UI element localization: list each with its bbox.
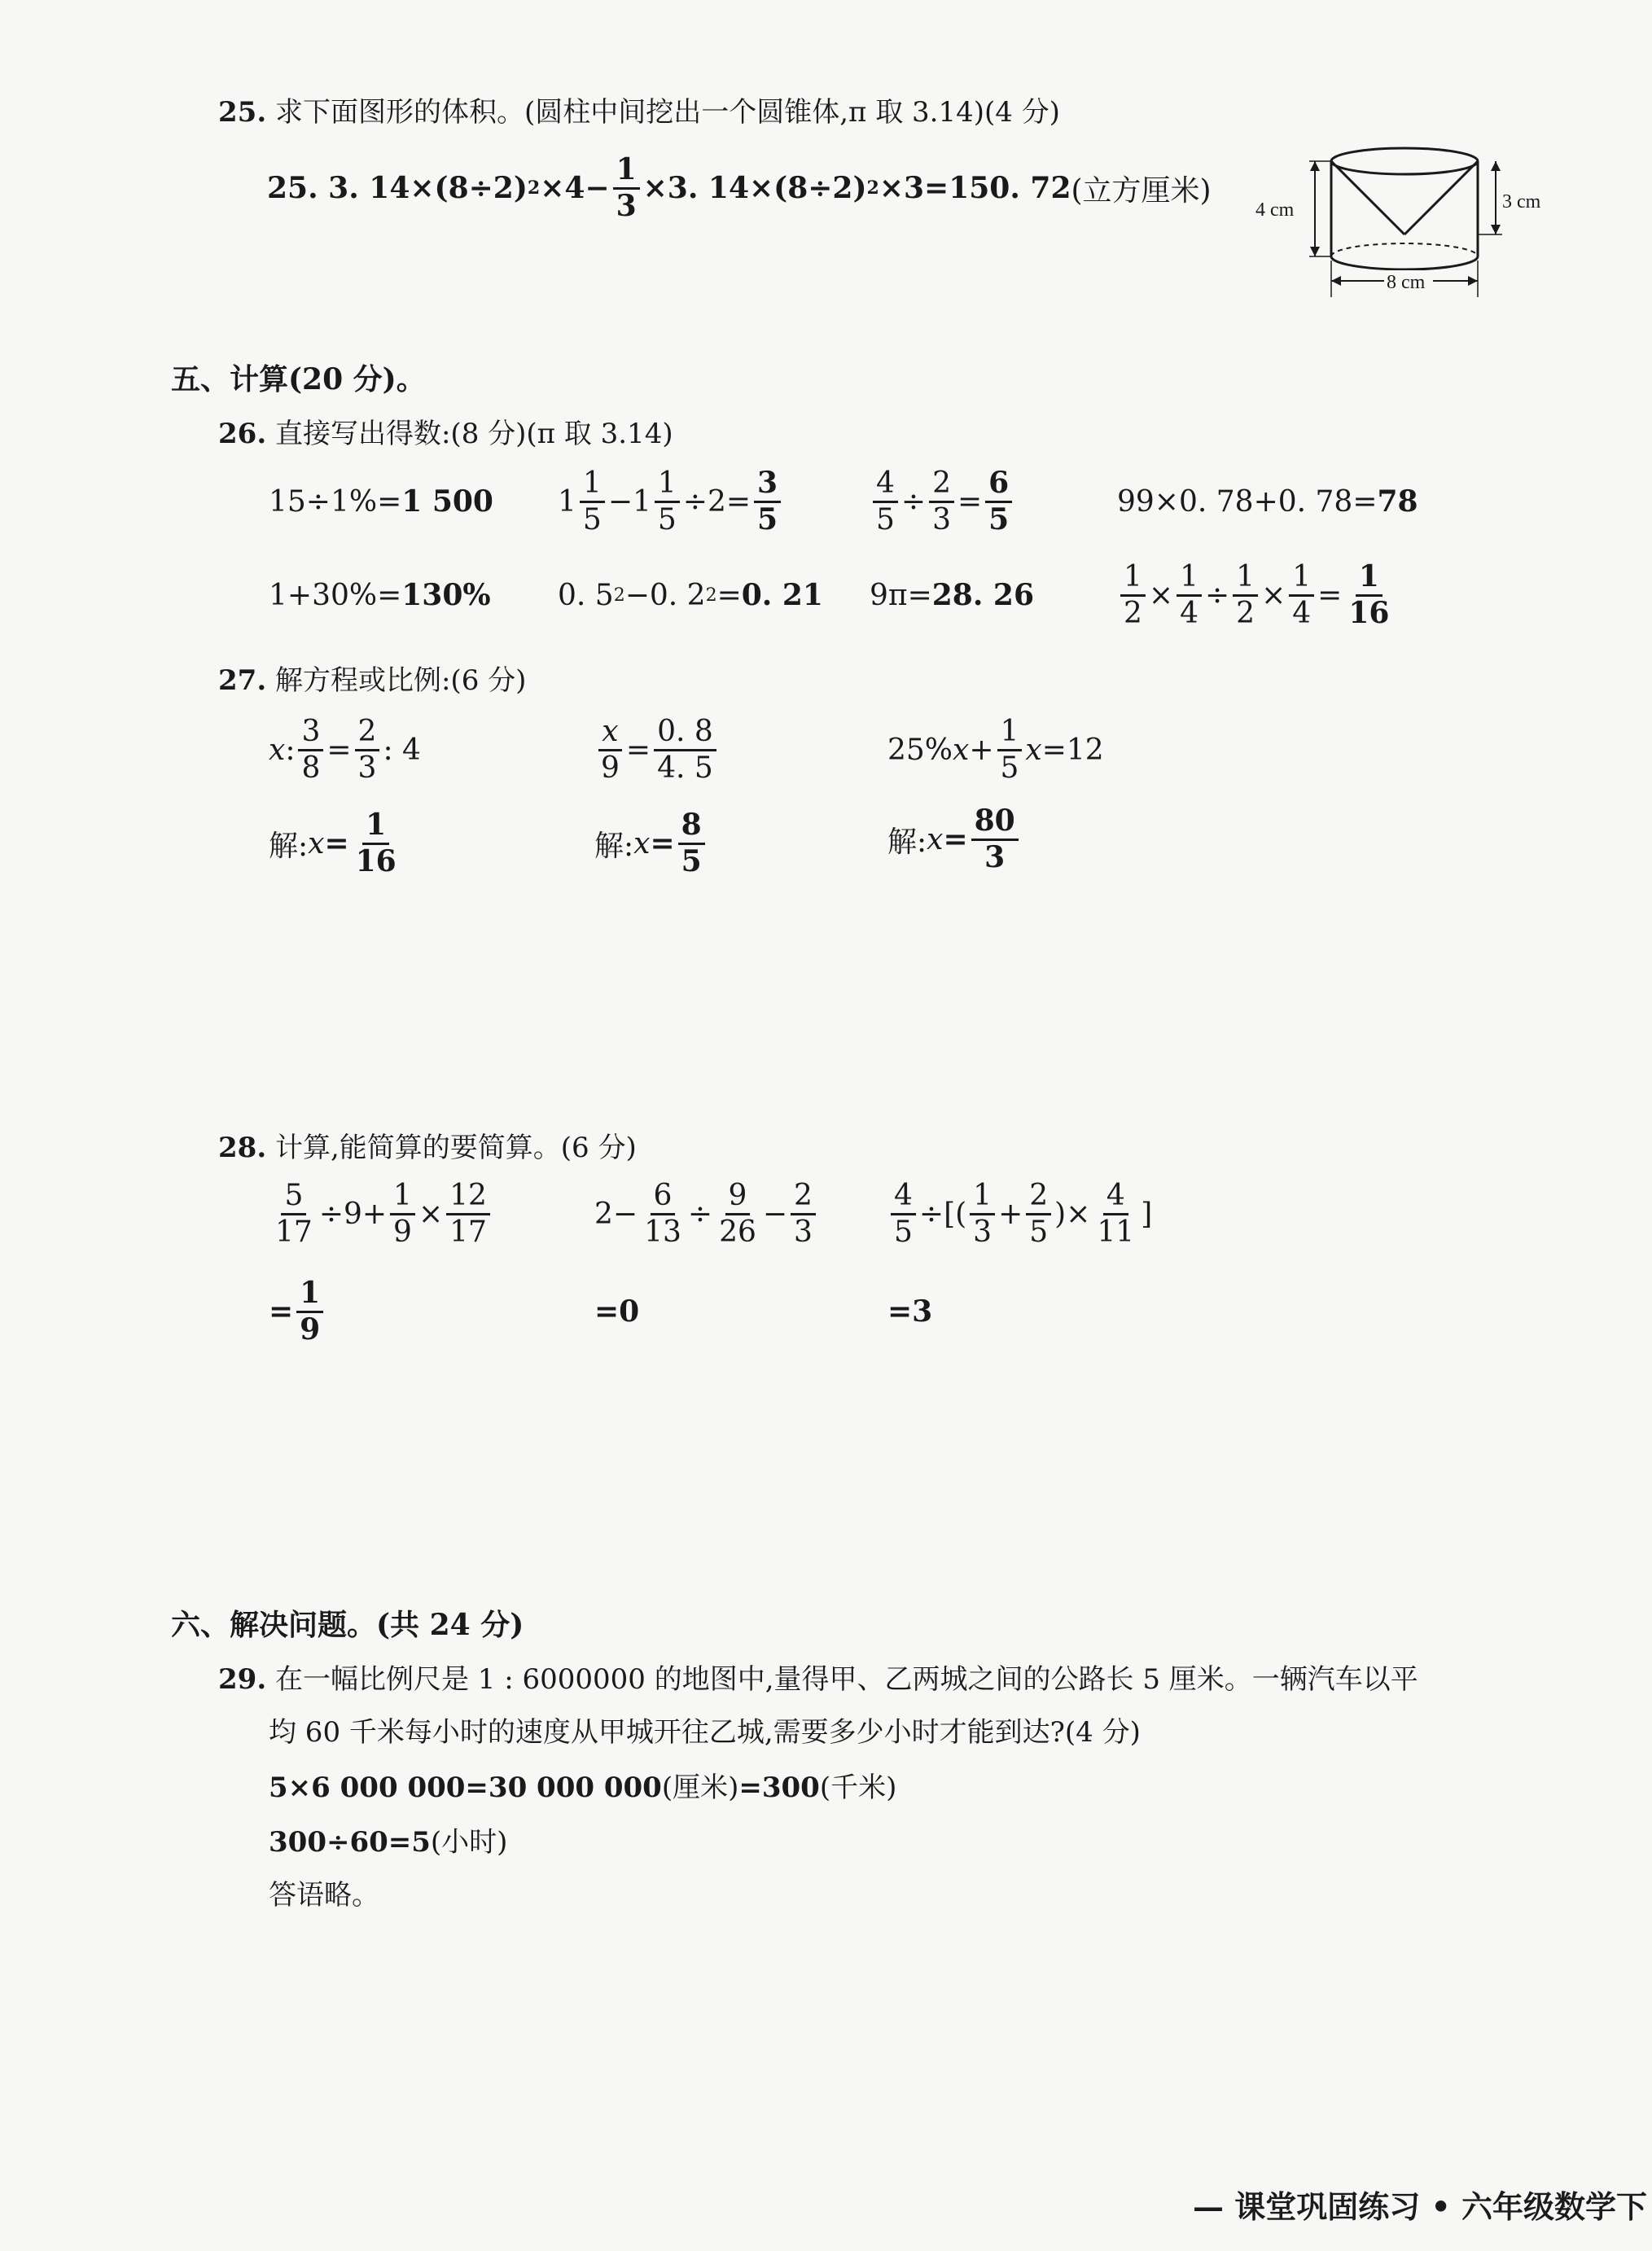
q29-text-line1: 在一幅比例尺是 1 : 6000000 的地图中,量得甲、乙两城之间的公路长 5 厘米。一辆汽车以平 bbox=[274, 1663, 1418, 1696]
q27-title bbox=[218, 658, 526, 698]
q29-ans1-u1: (厘米) bbox=[661, 1771, 739, 1804]
q27-s1 bbox=[269, 810, 403, 878]
q27-p2-frac2 bbox=[654, 716, 716, 784]
q25-answer-fraction bbox=[613, 152, 640, 223]
q26-e8-f3n: 1 bbox=[1233, 562, 1258, 597]
q26-e8-frac3 bbox=[1233, 562, 1258, 629]
q25-answer-lead: 25. 3. 14×(8÷2) bbox=[267, 171, 528, 206]
q27-s2 bbox=[594, 810, 708, 878]
q28-prompt: 计算,能简算的要简算。(6 分) bbox=[274, 1132, 637, 1164]
q26-e8-ad: 16 bbox=[1348, 595, 1390, 630]
section-5-title: 五、计算(20 分)。 bbox=[171, 362, 426, 396]
q28-c3-o3: )× bbox=[1054, 1197, 1091, 1231]
q28-c1-frac1 bbox=[272, 1180, 316, 1248]
q27-s1-label: 解: bbox=[269, 829, 309, 863]
q28-a1-ad: 9 bbox=[300, 1312, 321, 1347]
q27-p2-frac1 bbox=[598, 716, 623, 784]
q28-c2-f2n: 9 bbox=[725, 1180, 751, 1215]
q25-number: 25. bbox=[218, 96, 267, 129]
q26-e4-expr: 99×0. 78+0. 78= bbox=[1117, 484, 1378, 519]
q26-e8-f1n: 1 bbox=[1120, 562, 1146, 597]
q26-e3-f1n: 4 bbox=[873, 468, 898, 503]
q28-c3-f4d: 11 bbox=[1097, 1215, 1135, 1249]
q27-p3-lead: 25% bbox=[887, 733, 953, 767]
q25-answer bbox=[267, 152, 1212, 223]
q26-e8-f2n: 1 bbox=[1177, 562, 1202, 597]
q26-e3-f2d: 3 bbox=[932, 502, 951, 536]
q28-c2-frac1 bbox=[641, 1180, 685, 1248]
q26-e3-an: 6 bbox=[985, 468, 1012, 503]
q26-e7-ans: 28. 26 bbox=[931, 578, 1034, 612]
q28-title bbox=[218, 1125, 637, 1165]
q28-c3-f2d: 3 bbox=[973, 1215, 993, 1249]
q28-c3-o1: ÷[( bbox=[918, 1197, 967, 1231]
cylinder-bottom-front bbox=[1331, 256, 1478, 269]
q26-e4-ans: 78 bbox=[1377, 484, 1418, 519]
q28-c3-f3n: 2 bbox=[1026, 1180, 1051, 1215]
q27-s3-eq: = bbox=[943, 822, 968, 857]
q28-a3: =3 bbox=[887, 1294, 933, 1329]
cylinder-cone-figure bbox=[1254, 138, 1541, 309]
q26-e8-eq: = bbox=[1317, 578, 1343, 612]
q27-s3-x: x bbox=[927, 822, 944, 856]
q25-answer-mid2: ×3. 14×(8÷2) bbox=[642, 171, 867, 206]
q26-e2 bbox=[558, 468, 784, 536]
q27-s3-ans bbox=[971, 806, 1019, 874]
q27-p1-f1n: 3 bbox=[298, 716, 323, 751]
q27-s2-an: 8 bbox=[678, 810, 705, 845]
q26-e5-ans: 130% bbox=[401, 578, 491, 612]
q28-c1-f3n: 12 bbox=[446, 1180, 490, 1215]
q28-c1-o2: × bbox=[418, 1197, 444, 1231]
q27-s2-ad: 5 bbox=[681, 843, 702, 878]
q27-s1-x: x bbox=[308, 826, 325, 861]
page-footer: — 课堂巩固练习 • 六年级数学下 bbox=[1193, 2188, 1647, 2225]
q27-s3 bbox=[887, 806, 1022, 874]
q29-line2: 均 60 千米每小时的速度从甲城开往乙城,需要多少小时才能到达?(4 分) bbox=[269, 1716, 1141, 1749]
q26-e2-frac2 bbox=[655, 468, 680, 536]
q29-answer2 bbox=[269, 1820, 507, 1859]
q26-e8-o2: ÷ bbox=[1204, 578, 1230, 612]
q26-e8-f1d: 2 bbox=[1124, 596, 1142, 630]
q28-c2-lead: 2− bbox=[594, 1197, 638, 1231]
q27-p2-eq: = bbox=[625, 733, 651, 767]
q28-c1-f2n: 1 bbox=[390, 1180, 415, 1215]
q28-number: 28. bbox=[218, 1132, 267, 1164]
q26-e3 bbox=[870, 468, 1015, 536]
q27-p1-eq: = bbox=[326, 733, 352, 767]
q26-e3-frac2 bbox=[929, 468, 954, 536]
q25-answer-unit: (立方厘米) bbox=[1071, 173, 1212, 208]
q27-p2-fxn: x bbox=[598, 716, 621, 751]
q26-e8-f4d: 4 bbox=[1292, 596, 1312, 630]
q28-c3-f1d: 5 bbox=[894, 1215, 913, 1249]
q26-e2-tail: ÷2= bbox=[682, 484, 752, 519]
q26-e3-f1d: 5 bbox=[876, 502, 895, 536]
q27-p2-f2n: 0. 8 bbox=[654, 716, 716, 751]
q26-e3-f2n: 2 bbox=[929, 468, 954, 503]
q26-title bbox=[218, 411, 673, 451]
q27-p3-plus: + bbox=[969, 733, 994, 767]
q27-p3-x1: x bbox=[953, 733, 970, 767]
cylinder-top-ellipse bbox=[1331, 148, 1478, 174]
section-6-title: 六、解决问题。(共 24 分) bbox=[171, 1608, 524, 1642]
q26-e2-ans bbox=[754, 468, 781, 536]
q28-c3-f4n: 4 bbox=[1103, 1180, 1128, 1215]
q27-p1-f2n: 2 bbox=[355, 716, 380, 751]
q29-ans1-a: 5×6 000 000=30 000 000 bbox=[269, 1771, 662, 1804]
q28-a1-frac bbox=[296, 1278, 323, 1346]
q28-c3-tail: ] bbox=[1141, 1197, 1153, 1231]
q27-s2-eq: = bbox=[650, 826, 675, 861]
q26-e2-ad: 5 bbox=[757, 501, 778, 536]
q27-s2-ans bbox=[678, 810, 705, 878]
q28-c1-f3d: 17 bbox=[449, 1215, 487, 1249]
q26-number: 26. bbox=[218, 418, 267, 450]
q29-ans1-u2: (千米) bbox=[819, 1771, 897, 1804]
q29-answer1 bbox=[269, 1765, 896, 1805]
q27-p3-fn: 1 bbox=[997, 716, 1023, 751]
q26-e2-whole1: 1 bbox=[558, 484, 576, 519]
q27-s1-an: 1 bbox=[362, 810, 389, 845]
q28-c1 bbox=[269, 1180, 493, 1248]
q26-e6-ans: 0. 21 bbox=[741, 578, 823, 612]
q28-c2-f1d: 13 bbox=[644, 1215, 681, 1249]
q29-number: 29. bbox=[218, 1663, 267, 1696]
q28-a1-an: 1 bbox=[296, 1278, 323, 1313]
q27-p1-x: x bbox=[269, 733, 286, 767]
q28-c3-frac1 bbox=[891, 1180, 916, 1248]
q29-ans2-a: 300÷60=5 bbox=[269, 1826, 431, 1859]
q28-c2-frac3 bbox=[791, 1180, 816, 1248]
q27-prompt: 解方程或比例:(6 分) bbox=[274, 664, 527, 697]
q28-c3 bbox=[887, 1180, 1152, 1248]
q29-answer3: 答语略。 bbox=[269, 1879, 379, 1912]
q28-c1-f1d: 17 bbox=[275, 1215, 313, 1249]
q27-p3-tail: =12 bbox=[1041, 733, 1104, 767]
q27-s2-label: 解: bbox=[594, 829, 634, 863]
q27-p3-fd: 5 bbox=[1000, 751, 1019, 785]
q25-answer-sup2: 2 bbox=[866, 177, 879, 199]
q26-e7-expr: 9π= bbox=[870, 578, 932, 612]
q26-e2-mid: −1 bbox=[607, 484, 651, 519]
q26-e8-ans bbox=[1345, 559, 1392, 630]
q28-c2-o2: − bbox=[762, 1197, 788, 1231]
q25-answer-mid1: ×4− bbox=[540, 171, 610, 206]
q26-e2-f2d: 5 bbox=[657, 502, 677, 536]
q27-p1-tail: : 4 bbox=[383, 733, 421, 767]
q26-e4 bbox=[1117, 484, 1418, 519]
q25-answer-sup1: 2 bbox=[527, 177, 541, 199]
q26-e3-ad: 5 bbox=[988, 501, 1010, 536]
q27-p3 bbox=[887, 716, 1104, 784]
q26-e6-s1: 2 bbox=[613, 585, 625, 606]
label-3cm: 3 cm bbox=[1502, 191, 1541, 212]
q26-e6 bbox=[558, 578, 823, 612]
label-8cm: 8 cm bbox=[1387, 272, 1426, 293]
q27-p2 bbox=[594, 716, 720, 784]
q28-a1-eq: = bbox=[269, 1294, 294, 1329]
q26-e8-frac1 bbox=[1120, 562, 1146, 629]
q28-c3-frac3 bbox=[1026, 1180, 1051, 1248]
q28-c2-f3n: 2 bbox=[791, 1180, 816, 1215]
q26-e6-a: 0. 5 bbox=[558, 578, 614, 612]
q25-title bbox=[218, 90, 1060, 129]
q27-s1-ad: 16 bbox=[355, 843, 397, 878]
q27-p2-fxd: 9 bbox=[601, 751, 620, 785]
q28-c1-o1: ÷9+ bbox=[318, 1197, 388, 1231]
q26-e2-f2n: 1 bbox=[655, 468, 680, 503]
q28-a1 bbox=[269, 1278, 326, 1346]
q28-a2: =0 bbox=[594, 1294, 640, 1329]
q28-c3-f3d: 5 bbox=[1029, 1215, 1049, 1249]
q27-s1-ans bbox=[353, 810, 400, 878]
q26-e8 bbox=[1117, 559, 1396, 630]
q26-e1-ans: 1 500 bbox=[401, 484, 493, 519]
q28-c2-frac2 bbox=[716, 1180, 760, 1248]
q26-e3-op: ÷ bbox=[900, 484, 927, 519]
q26-e6-s2: 2 bbox=[705, 585, 717, 606]
q28-c3-f2n: 1 bbox=[970, 1180, 995, 1215]
label-4cm: 4 cm bbox=[1255, 199, 1295, 221]
q26-e3-eq: = bbox=[957, 484, 983, 519]
q26-e6-b: −0. 2 bbox=[624, 578, 706, 612]
q26-e5-expr: 1+30%= bbox=[269, 578, 402, 612]
q28-c3-f1n: 4 bbox=[891, 1180, 916, 1215]
q26-e2-frac1 bbox=[580, 468, 605, 536]
q28-c2-o1: ÷ bbox=[687, 1197, 713, 1231]
q27-number: 27. bbox=[218, 664, 267, 697]
q27-p1-colon: : bbox=[285, 733, 296, 767]
q26-e2-f1n: 1 bbox=[580, 468, 605, 503]
q27-p3-frac bbox=[997, 716, 1023, 784]
q27-p1-frac2 bbox=[355, 716, 380, 784]
cylinder-bottom-back bbox=[1331, 243, 1478, 256]
q28-c2 bbox=[594, 1180, 819, 1248]
q27-s1-eq: = bbox=[324, 826, 349, 861]
q27-s3-label: 解: bbox=[887, 825, 927, 859]
q27-p1-frac1 bbox=[298, 716, 323, 784]
q28-c3-frac2 bbox=[970, 1180, 995, 1248]
q26-e8-frac2 bbox=[1177, 562, 1202, 629]
q26-e8-o3: × bbox=[1261, 578, 1286, 612]
q26-e8-f2d: 4 bbox=[1180, 596, 1198, 630]
q27-p1 bbox=[269, 716, 421, 784]
q26-e8-frac4 bbox=[1289, 562, 1314, 629]
q25-answer-tail: ×3=150. 72 bbox=[879, 171, 1071, 206]
q28-c1-f1n: 5 bbox=[281, 1180, 306, 1215]
q26-e8-o1: × bbox=[1148, 578, 1174, 612]
q26-e7 bbox=[870, 578, 1034, 612]
q28-c1-f2d: 9 bbox=[393, 1215, 412, 1249]
q26-e2-f1d: 5 bbox=[582, 502, 602, 536]
q29-ans2-u: (小时) bbox=[430, 1826, 508, 1859]
q27-p1-f2d: 3 bbox=[357, 751, 377, 785]
q29-line1 bbox=[218, 1657, 1418, 1697]
q25-frac-den: 3 bbox=[616, 188, 637, 223]
q27-p2-f2d: 4. 5 bbox=[657, 751, 713, 785]
q26-e6-eq: = bbox=[716, 578, 742, 612]
q28-c3-o2: + bbox=[998, 1197, 1023, 1231]
q26-e8-an: 1 bbox=[1356, 562, 1383, 597]
q28-c2-f3d: 3 bbox=[794, 1215, 813, 1249]
q26-e1-expr: 15÷1%= bbox=[269, 484, 402, 519]
q28-c3-frac4 bbox=[1093, 1180, 1137, 1248]
q26-prompt: 直接写出得数:(8 分)(π 取 3.14) bbox=[274, 418, 673, 450]
q28-c1-frac2 bbox=[390, 1180, 415, 1248]
q25-frac-num: 1 bbox=[613, 155, 640, 190]
q25-prompt: 求下面图形的体积。(圆柱中间挖出一个圆锥体,π 取 3.14)(4 分) bbox=[274, 96, 1060, 129]
q28-c1-frac3 bbox=[446, 1180, 490, 1248]
q27-p3-x2: x bbox=[1025, 733, 1042, 767]
q26-e3-ans bbox=[985, 468, 1012, 536]
q27-s3-an: 80 bbox=[971, 806, 1019, 841]
q27-s3-ad: 3 bbox=[984, 839, 1006, 874]
q27-s2-x: x bbox=[633, 826, 651, 861]
q28-c2-f1n: 6 bbox=[651, 1180, 676, 1215]
q26-e3-frac1 bbox=[873, 468, 898, 536]
q26-e1 bbox=[269, 484, 493, 519]
q29-ans1-b: =300 bbox=[738, 1771, 820, 1804]
q26-e8-f4n: 1 bbox=[1289, 562, 1314, 597]
q28-c2-f2d: 26 bbox=[719, 1215, 756, 1249]
q27-p1-f1d: 8 bbox=[301, 751, 321, 785]
q26-e2-an: 3 bbox=[754, 468, 781, 503]
q26-e8-f3d: 2 bbox=[1236, 596, 1255, 630]
q26-e5 bbox=[269, 578, 491, 612]
